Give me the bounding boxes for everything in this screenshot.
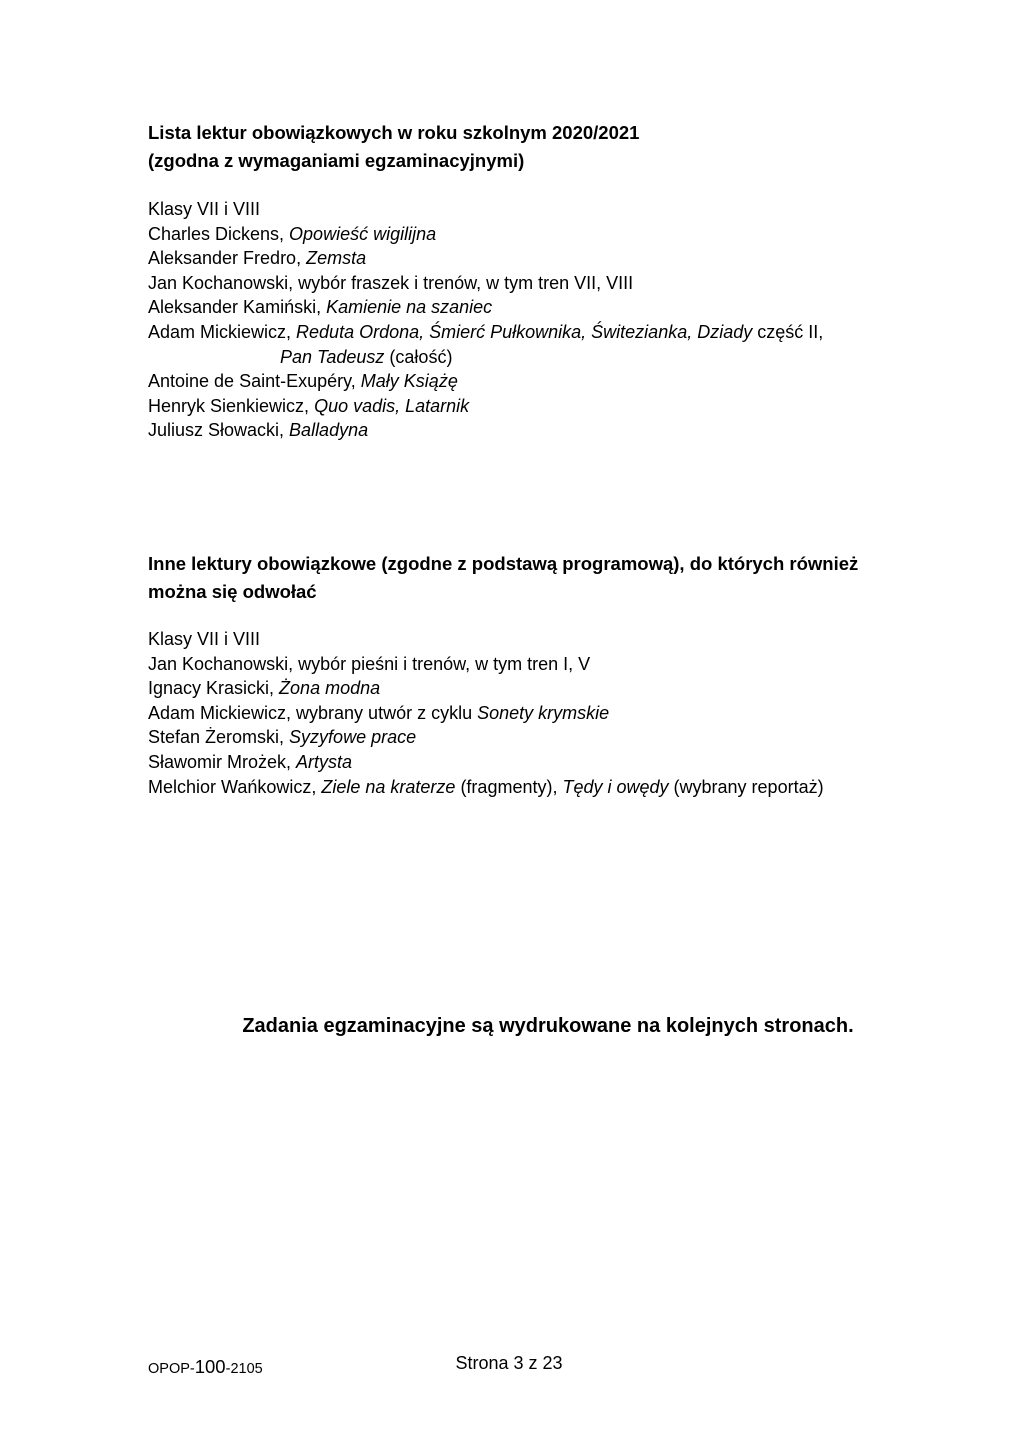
other-readings-section [148,627,888,799]
book-title-text: Kamienie na szaniec [326,297,493,318]
book-line [148,246,888,271]
book-line [148,369,888,394]
required-readings-list [148,222,888,443]
book-title-text: Mały Książę [360,371,458,392]
book-line [148,725,888,750]
other-readings-heading [148,550,888,606]
book-title-text: Pan Tadeusz [280,346,385,367]
book-line-text: Adam Mickiewicz, wybrany utwór z cyklu [148,702,478,723]
book-line-text: część II, [752,321,824,342]
document-title [148,119,888,175]
book-line [148,418,888,443]
book-line [148,345,888,370]
book-line [148,750,888,775]
book-line [148,295,888,320]
book-line-text: Aleksander Fredro, [148,248,307,269]
book-title-text: Opowieść wigilijna [289,223,437,244]
book-line-text: Antoine de Saint-Exupéry, [148,371,361,392]
book-title-text: Zemsta [306,248,367,269]
document-title-line-2: (zgodna z wymaganiami egzaminacyjnymi) [148,150,525,171]
book-title-text: Tędy i owędy [562,776,669,797]
book-line-text: Ignacy Krasicki, [148,678,280,699]
book-line [148,394,888,419]
book-line-text: (fragmenty), [455,776,563,797]
book-title-text: Syzyfowe prace [289,727,417,748]
page-content [148,0,888,1039]
book-line-text: Stefan Żeromski, [148,727,290,748]
other-readings-heading-line-2: można się odwołać [148,580,317,602]
book-title-text: Reduta Ordona, Śmierć Pułkownika, Świtezianka, Dziady [296,321,753,342]
book-title-text: Quo vadis, Latarnik [314,395,470,416]
form-code-mid: 100 [194,1356,226,1377]
book-title-text: Artysta [296,751,353,772]
other-readings-list [148,652,888,800]
book-line [148,775,888,800]
book-line [148,676,888,701]
book-line-text: Melchior Wańkowicz, [148,776,322,797]
book-line [148,271,888,296]
exam-tasks-notice: Zadania egzaminacyjne są wydrukowane na kolejnych stronach. [242,1015,854,1038]
page-number: Strona 3 z 23 [455,1353,563,1373]
book-line-text: Adam Mickiewicz, [148,321,297,342]
book-line-text: Juliusz Słowacki, [148,420,290,441]
book-line-text: Jan Kochanowski, wybór pieśni i trenów, w tym tren I, V [148,653,591,674]
book-title-text: Ziele na kraterze [321,776,456,797]
book-line-text: (całość) [384,346,453,367]
class-label-other: Klasy VII i VIII [148,628,261,649]
book-line-text: Aleksander Kamiński, [148,297,327,318]
book-title-text: Balladyna [289,420,369,441]
book-line [148,652,888,677]
form-code-suffix: -2105 [225,1361,263,1377]
book-line-text: (wybrany reportaż) [668,776,824,797]
required-readings-section [148,197,888,443]
book-line [148,320,888,345]
other-readings-heading-line-1: Inne lektury obowiązkowe (zgodne z podstawą programową), do których również [148,552,859,574]
book-line-text: Henryk Sienkiewicz, [148,395,315,416]
book-line-text: Jan Kochanowski, wybór fraszek i trenów, w tym tren VII, VIII [148,272,634,293]
book-title-text: Sonety krymskie [477,702,610,723]
book-line-text: Sławomir Mrożek, [148,751,297,772]
document-title-line-1: Lista lektur obowiązkowych w roku szkolnym 2020/2021 [148,122,640,143]
class-label-required: Klasy VII i VIII [148,199,261,219]
book-line-text: Charles Dickens, [148,223,290,244]
book-line [148,701,888,726]
book-line [148,222,888,247]
book-title-text: Żona modna [279,678,381,699]
form-code-prefix: OPOP- [148,1361,195,1377]
